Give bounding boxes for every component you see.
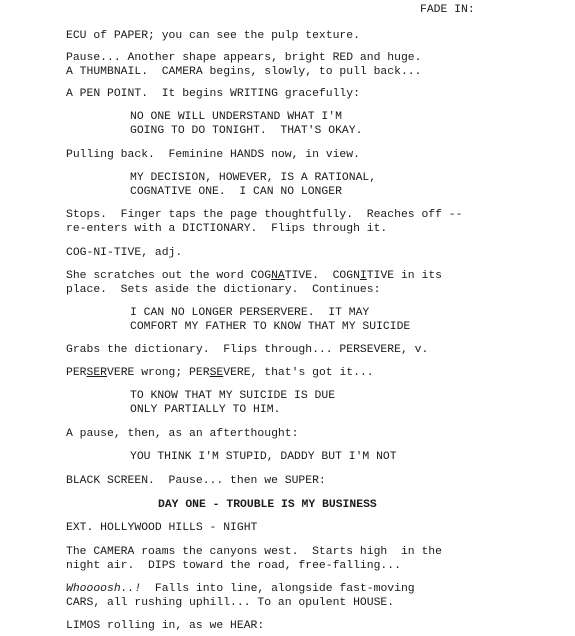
action-line: BLACK SCREEN. Pause... then we SUPER: — [66, 475, 326, 487]
action-line: CARS, all rushing uphill... To an opulent HOUSE. — [66, 597, 395, 609]
text-segment: TIVE in its — [366, 270, 442, 282]
text-segment: PER — [66, 367, 87, 379]
action-line — [66, 270, 442, 284]
action-line: Stops. Finger taps the page thoughtfully. Reaches off -- — [66, 209, 463, 221]
sound-effect: Whoooosh..! — [66, 583, 142, 595]
dialogue-line: GOING TO DO TONIGHT. THAT'S OKAY. — [130, 125, 363, 137]
dialogue-line: I CAN NO LONGER PERSERVERE. IT MAY — [130, 307, 370, 319]
action-line: re-enters with a DICTIONARY. Flips through it. — [66, 223, 388, 235]
action-line: LIMOS rolling in, as we HEAR: — [66, 620, 265, 632]
super-title: DAY ONE - TROUBLE IS MY BUSINESS — [158, 499, 377, 511]
dialogue-line: TO KNOW THAT MY SUICIDE IS DUE — [130, 390, 336, 402]
transition-fade-in: FADE IN: — [420, 4, 475, 16]
underlined-syllable: NA — [271, 270, 285, 282]
text-segment: She scratches out the word COG — [66, 270, 272, 282]
action-line: night air. DIPS toward the road, free-falling... — [66, 560, 401, 572]
dialogue-line: COMFORT MY FATHER TO KNOW THAT MY SUICIDE — [130, 321, 411, 333]
action-line: A PEN POINT. It begins WRITING gracefully: — [66, 88, 360, 100]
dialogue-line: NO ONE WILL UNDERSTAND WHAT I'M — [130, 111, 342, 123]
text-segment: VERE wrong; PER — [107, 367, 210, 379]
action-line: COG-NI-TIVE, adj. — [66, 247, 183, 259]
action-line: Grabs the dictionary. Flips through... PERSEVERE, v. — [66, 344, 429, 356]
action-line: A THUMBNAIL. CAMERA begins, slowly, to pull back... — [66, 66, 422, 78]
dialogue-line: MY DECISION, HOWEVER, IS A RATIONAL, — [130, 172, 377, 184]
action-line: The CAMERA roams the canyons west. Starts high in the — [66, 546, 442, 558]
action-line: Pulling back. Feminine HANDS now, in view. — [66, 149, 360, 161]
text-segment: TIVE. COGN — [284, 270, 360, 282]
action-line — [66, 583, 415, 597]
action-line: A pause, then, as an afterthought: — [66, 428, 299, 440]
action-line: Pause... Another shape appears, bright RED and huge. — [66, 52, 422, 64]
action-line — [66, 367, 374, 381]
action-line: place. Sets aside the dictionary. Continues: — [66, 284, 381, 296]
dialogue-line: YOU THINK I'M STUPID, DADDY BUT I'M NOT — [130, 451, 397, 463]
underlined-syllable: SE — [209, 367, 224, 379]
underlined-syllable: SER — [86, 367, 108, 379]
dialogue-line: COGNATIVE ONE. I CAN NO LONGER — [130, 186, 342, 198]
text-segment: VERE, that's got it... — [223, 367, 374, 379]
scene-heading: EXT. HOLLYWOOD HILLS - NIGHT — [66, 522, 258, 534]
dialogue-line: ONLY PARTIALLY TO HIM. — [130, 404, 281, 416]
action-line: ECU of PAPER; you can see the pulp texture. — [66, 30, 360, 42]
underlined-syllable: I — [359, 270, 367, 282]
text-segment: Falls into line, alongside fast-moving — [141, 583, 415, 595]
